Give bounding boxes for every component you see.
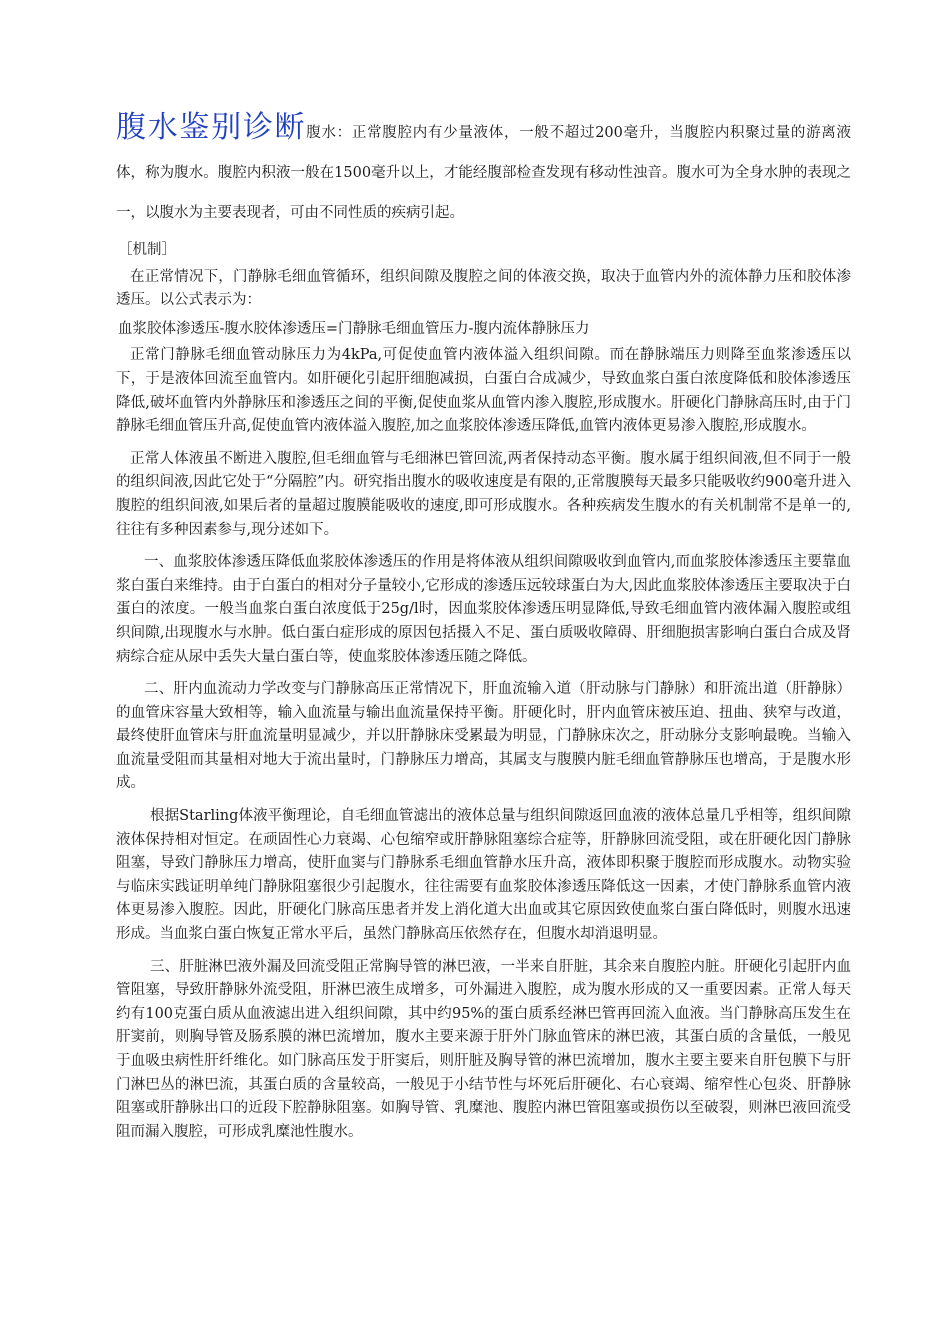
paragraph-albumin: 一、血浆胶体渗透压降低血浆胶体渗透压的作用是将体液从组织间隙吸收到血管内,而血浆胶体渗透压主要靠血浆白蛋白来维持。由于白蛋白的相对分子量较小,它形成的渗透压远较球蛋白为大,因此血浆胶体渗透压主要取决于白蛋白的浓度。一般当血浆白蛋白浓度低于25g/l时，因血浆胶体渗透压明显降低,导致毛细血管内液体漏入腹腔或组织间隙,出现腹水与水肿。低白蛋白症形成的原因包括摄入不足、蛋白质吸收障碍、肝细胞损害影响白蛋白合成及肾病综合症从尿中丢失大量白蛋白等，使血浆胶体渗透压随之降低。 [116,554,851,665]
paragraph-lymph: 三、肝脏淋巴液外漏及回流受阻正常胸导管的淋巴液，一半来自肝脏，其余来自腹腔内脏。肝硬化引起肝内血管阻塞，导致肝静脉外流受阻，肝淋巴液生成增多，可外漏进入腹腔，成为腹水形成的又一重要因素。正常人每天约有100克蛋白质从血液滤出进入组织间隙，其中约95%的蛋白质系经淋巴管再回流入血液。当门静脉高压发生在肝窦前，则胸导管及肠系膜的淋巴流增加，腹水主要来源于肝外门脉血管床的淋巴液，其蛋白质的含量低，一般见于血吸虫病性肝纤维化。如门脉高压发于肝窦后，则肝脏及胸导管的淋巴流增加，腹水主要主要来自肝包膜下与肝门淋巴丛的淋巴流，其蛋白质的含量较高，一般见于小结节性与坏死后肝硬化、右心衰竭、缩窄性心包炎、肝静脉阻塞或肝静脉出口的近段下腔静脉阻塞。如胸导管、乳糜池、腹腔内淋巴管阻塞或损伤以至破裂，则淋巴液回流受阻而漏入腹腔，可形成乳糜池性腹水。 [116,958,851,1140]
paragraph-mechanism: 在正常情况下，门静脉毛细血管循环，组织间隙及腹腔之间的体液交换，取决于血管内外的流体静力压和胶体渗透压。以公式表示为： [116,268,851,309]
formula-line: 血浆胶体渗透压-腹水胶体渗透压=门静脉毛细血管压力-腹内流体静脉压力 [118,320,590,337]
paragraph-starling: 根据Starling体液平衡理论，自毛细血管滤出的液体总量与组织间隙返回血液的液体总量几乎相等，组织间隙液体保持相对恒定。在顽固性心力衰竭、心包缩窄或肝静脉阻塞综合症等，肝静脉回流受阻，或在肝硬化因门静脉阻塞，导致门静脉压力增高，使肝血窦与门静脉系毛细血管静水压升高，液体即积聚于腹腔而形成腹水。动物实验与临床实践证明单纯门静脉阻塞很少引起腹水，往往需要有血浆胶体渗透压降低这一因素，才使门静脉系血管内液体更易渗入腹腔。因此，肝硬化门脉高压患者并发上消化道大出血或其它原因致使血浆白蛋白降低时，则腹水迅速形成。当血浆白蛋白恢复正常水平后，虽然门静脉高压依然存在，但腹水却消退明显。 [116,808,851,943]
document-page [116,108,851,1144]
intro-text: 腹水：正常腹腔内有少量液体，一般不超过200毫升，当腹腔内积聚过量的游离液体，称为腹水。腹腔内积液一般在1500毫升以上，才能经腹部检查发现有移动性浊音。腹水可为全身水肿的表现之一，以腹水为主要表现者，可由不同性质的疾病引起。 [116,125,851,221]
paragraph-fluid-balance: 正常人体液虽不断进入腹腔,但毛细血管与毛细淋巴管回流,两者保持动态平衡。腹水属于组织间液,但不同于一般的组织间液,因此它处于“分隔腔”内。研究指出腹水的吸收速度是有限的,正常腹膜每天最多只能吸收约900毫升进入腹腔的组织间液,如果后者的量超过腹膜能吸收的速度,即可形成腹水。各种疾病发生腹水的有关机制常不是单一的,往往有多种因素参与,现分述如下。 [116,450,851,538]
section-heading: ［机制］ [118,242,176,258]
document-title: 腹水鉴别诊断 [116,110,307,145]
intro-paragraph [116,108,851,233]
paragraph-hemodynamics: 二、肝内血流动力学改变与门静脉高压正常情况下，肝血流输入道（肝动脉与门静脉）和肝流出道（肝静脉）的血管床容量大致相等，输入血流量与输出血流量保持平衡。肝硬化时，肝内血管床被压迫、扭曲、狭窄与改道，最终使肝血管床与肝血流量明显减少，并以肝静脉床受累最为明显，门静脉床次之，肝动脉分支影响最晚。当输入血流量受阻而其量相对地大于流出量时，门静脉压力增高，其属支与腹膜内脏毛细血管静脉压也增高，于是腹水形成。 [116,681,851,792]
paragraph-portal-pressure: 正常门静脉毛细血管动脉压力为4kPa,可促使血管内液体溢入组织间隙。而在静脉端压力则降至血浆渗透压以下，于是液体回流至血管内。如肝硬化引起肝细胞减损，白蛋白合成减少，导致血浆白蛋白浓度降低和胶体渗透压降低,破坏血管内外静脉压和渗透压之间的平衡,促使血浆从血管内渗入腹腔,形成腹水。肝硬化门静脉高压时,由于门静脉毛细血管压升高,促使血管内液体溢入腹腔,加之血浆胶体渗透压降低,血管内液体更易渗入腹腔,形成腹水。 [116,347,851,435]
